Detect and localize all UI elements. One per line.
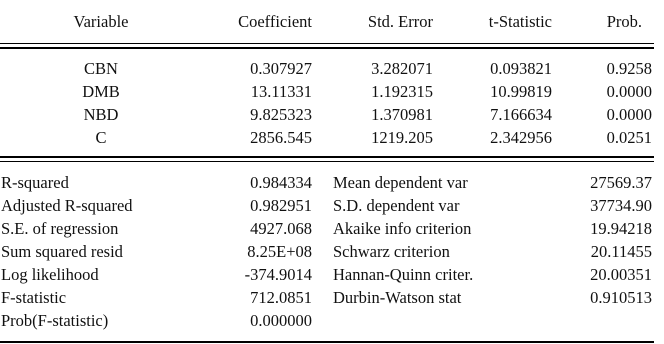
coef-t-statistic: 2.342956: [490, 128, 552, 147]
stat-value: 8.25E+08: [247, 242, 312, 261]
stat-value: 0.982951: [250, 196, 312, 215]
stat-label: Akaike info criterion: [333, 219, 472, 238]
header-coefficient: Coefficient: [238, 12, 312, 31]
stat-value: 4927.068: [250, 219, 312, 238]
coef-std-error: 1219.205: [371, 128, 433, 147]
stat-value: 37734.90: [590, 196, 652, 215]
header-rule-top: [0, 43, 654, 44]
coef-t-statistic: 0.093821: [490, 59, 552, 78]
stat-value: 0.910513: [590, 288, 652, 307]
coef-variable: DMB: [82, 82, 120, 101]
stat-label: Log likelihood: [1, 265, 99, 284]
stat-label: Durbin-Watson stat: [333, 288, 462, 307]
stat-label: S.D. dependent var: [333, 196, 460, 215]
stat-label: Hannan-Quinn criter.: [333, 265, 474, 284]
coef-t-statistic: 10.99819: [490, 82, 552, 101]
coef-value: 13.11331: [250, 82, 312, 101]
bottom-rule: [0, 341, 654, 343]
stat-label: F-statistic: [1, 288, 67, 307]
stat-label: R-squared: [1, 173, 69, 192]
stat-label: Sum squared resid: [1, 242, 123, 261]
header-variable: Variable: [73, 12, 129, 31]
coef-value: 9.825323: [250, 105, 312, 124]
coef-variable: C: [95, 128, 107, 147]
coef-prob: 0.0000: [606, 82, 652, 101]
stat-label: Schwarz criterion: [333, 242, 450, 261]
stat-value: -374.9014: [244, 265, 312, 284]
stat-label: S.E. of regression: [1, 219, 119, 238]
stat-value: 27569.37: [590, 173, 652, 192]
coef-std-error: 3.282071: [371, 59, 433, 78]
coef-std-error: 1.370981: [371, 105, 433, 124]
coef-variable: CBN: [84, 59, 118, 78]
stat-value: 20.00351: [590, 265, 652, 284]
stat-value: 0.984334: [250, 173, 312, 192]
stat-value: 0.000000: [250, 311, 312, 330]
stat-label: Prob(F-statistic): [1, 311, 109, 330]
coef-value: 0.307927: [250, 59, 312, 78]
stat-label: Adjusted R-squared: [1, 196, 133, 215]
stat-label: Mean dependent var: [333, 173, 468, 192]
coef-std-error: 1.192315: [371, 82, 433, 101]
coef-value: 2856.545: [250, 128, 312, 147]
header-t-statistic: t-Statistic: [488, 12, 552, 31]
coef-t-statistic: 7.166634: [490, 105, 552, 124]
header-rule-bottom: [0, 47, 654, 49]
coef-rule-bottom: [0, 161, 654, 162]
stat-value: 20.11455: [590, 242, 652, 261]
coef-prob: 0.0000: [606, 105, 652, 124]
coef-prob: 0.9258: [606, 59, 652, 78]
stat-value: 19.94218: [590, 219, 652, 238]
coef-prob: 0.0251: [606, 128, 652, 147]
stat-value: 712.0851: [250, 288, 312, 307]
header-std-error: Std. Error: [367, 12, 433, 31]
coef-rule-top: [0, 156, 654, 158]
coef-variable: NBD: [83, 105, 119, 124]
header-prob: Prob.: [606, 12, 642, 31]
